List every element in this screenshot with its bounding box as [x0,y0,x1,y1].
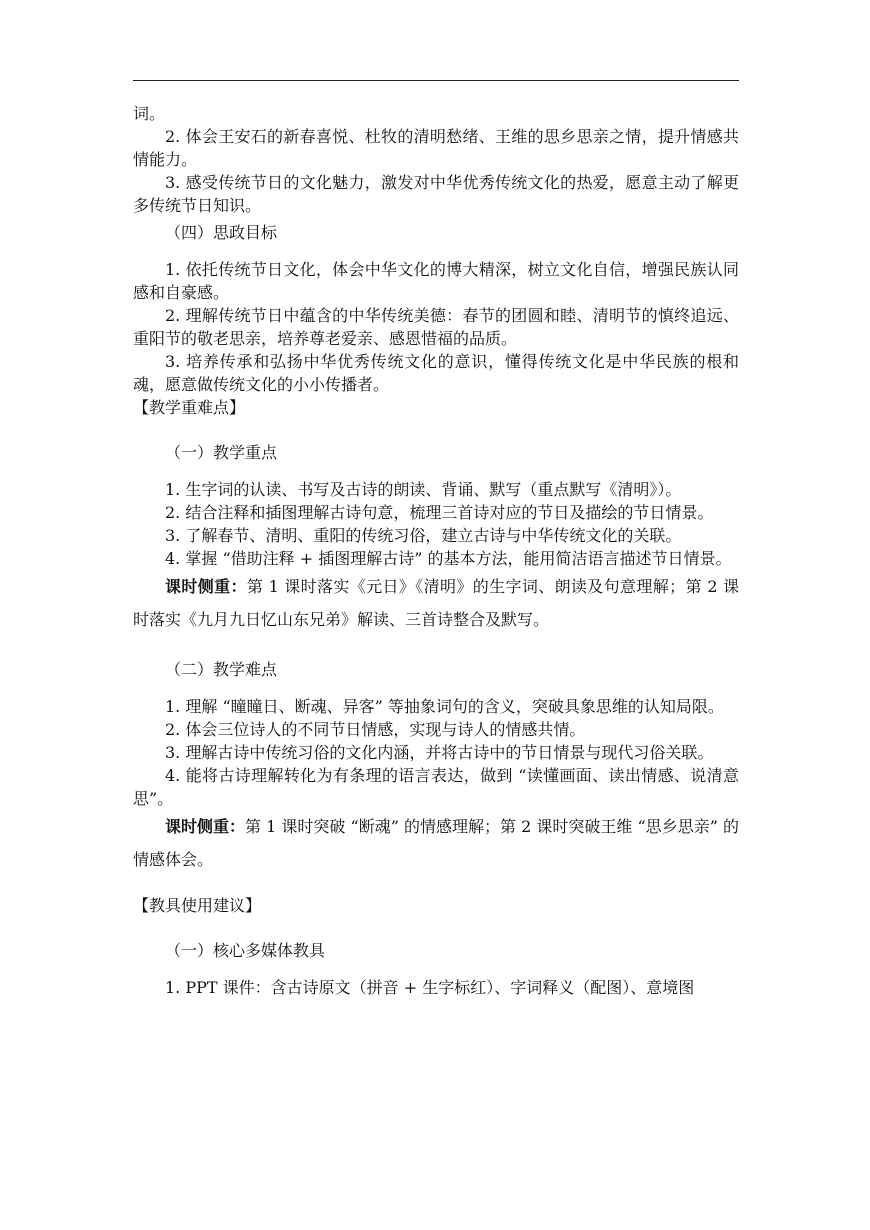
key-point-item-3: 3. 了解春节、清明、重阳的传统习俗，建立古诗与中华传统文化的关联。 [165,526,682,545]
key-point-item-1: 1. 生字词的认读、书写及古诗的朗读、背诵、默写（重点默写《清明》）。 [165,480,682,499]
emotion-goal-item-3: 3. 感受传统节日的文化魅力，激发对中华优秀传统文化的热爱，愿意主动了解更多传统节日知识。 [133,173,739,215]
header-rule [133,80,739,81]
heading-jiaoju: 【教具使用建议】 [133,896,262,915]
lesson-focus-text: 第 1 课时突破 “断魂” 的情感理解；第 2 课时突破王维 “思乡思亲” 的情感体会。 [133,817,739,869]
difficult-point-item-1: 1. 理解 “瞳瞳日、断魂、异客” 等抽象词句的含义，突破具象思维的认知局限。 [165,697,724,716]
section-title-multimedia: （一）核心多媒体教具 [165,941,326,960]
document-body [133,102,739,999]
section-title-sizheng: （四）思政目标 [165,223,278,242]
paragraph-continuation: 词。 [133,104,166,123]
difficult-point-item-3: 3. 理解古诗中传统习俗的文化内涵，并将古诗中的节日情景与现代习俗关联。 [165,743,714,762]
sizheng-item-2: 2. 理解传统节日中蕴含的中华传统美德：春节的团圆和睦、清明节的慎终追远、重阳节的敬老思亲，培养尊老爱亲、感恩惜福的品质。 [133,306,739,348]
section-title-difficult-points: （二）教学难点 [165,660,278,679]
emotion-goal-item-2: 2. 体会王安石的新春喜悦、杜牧的清明愁绪、王维的思乡思亲之情，提升情感共情能力。 [133,127,739,169]
difficult-point-item-2: 2. 体会三位诗人的不同节日情感，实现与诗人的情感共情。 [165,720,586,739]
lesson-focus-label: 课时侧重： [165,817,246,836]
difficult-point-item-4: 4. 能将古诗理解转化为有条理的语言表达，做到 “读懂画面、读出情感、说清意思”。 [133,766,739,808]
section-title-key-points: （一）教学重点 [165,443,278,462]
sizheng-item-1: 1. 依托传统节日文化，体会中华文化的博大精深，树立文化自信，增强民族认同感和自豪感。 [133,260,739,302]
lesson-focus-label: 课时侧重： [165,577,247,596]
key-point-item-2: 2. 结合注释和插图理解古诗句意，梳理三首诗对应的节日及描绘的节日情景。 [165,503,714,522]
key-point-item-4: 4. 掌握 “借助注释 + 插图理解古诗” 的基本方法，能用简洁语言描述节日情景。 [165,549,732,568]
sizheng-item-3: 3. 培养传承和弘扬中华优秀传统文化的意识，懂得传统文化是中华民族的根和魂，愿意做传统文化的小小传播者。 [133,352,739,394]
key-points-lesson-focus [133,570,739,636]
heading-zhongnan: 【教学重难点】 [133,398,246,417]
difficult-points-lesson-focus [133,810,739,876]
lesson-focus-text: 第 1 课时落实《元日》《清明》的生字词、朗读及句意理解；第 2 课时落实《九月九日忆山东兄弟》解读、三首诗整合及默写。 [133,577,739,629]
multimedia-item-1: 1. PPT 课件：含古诗原文（拼音 + 生字标红）、字词释义（配图）、意境图 [165,978,695,997]
